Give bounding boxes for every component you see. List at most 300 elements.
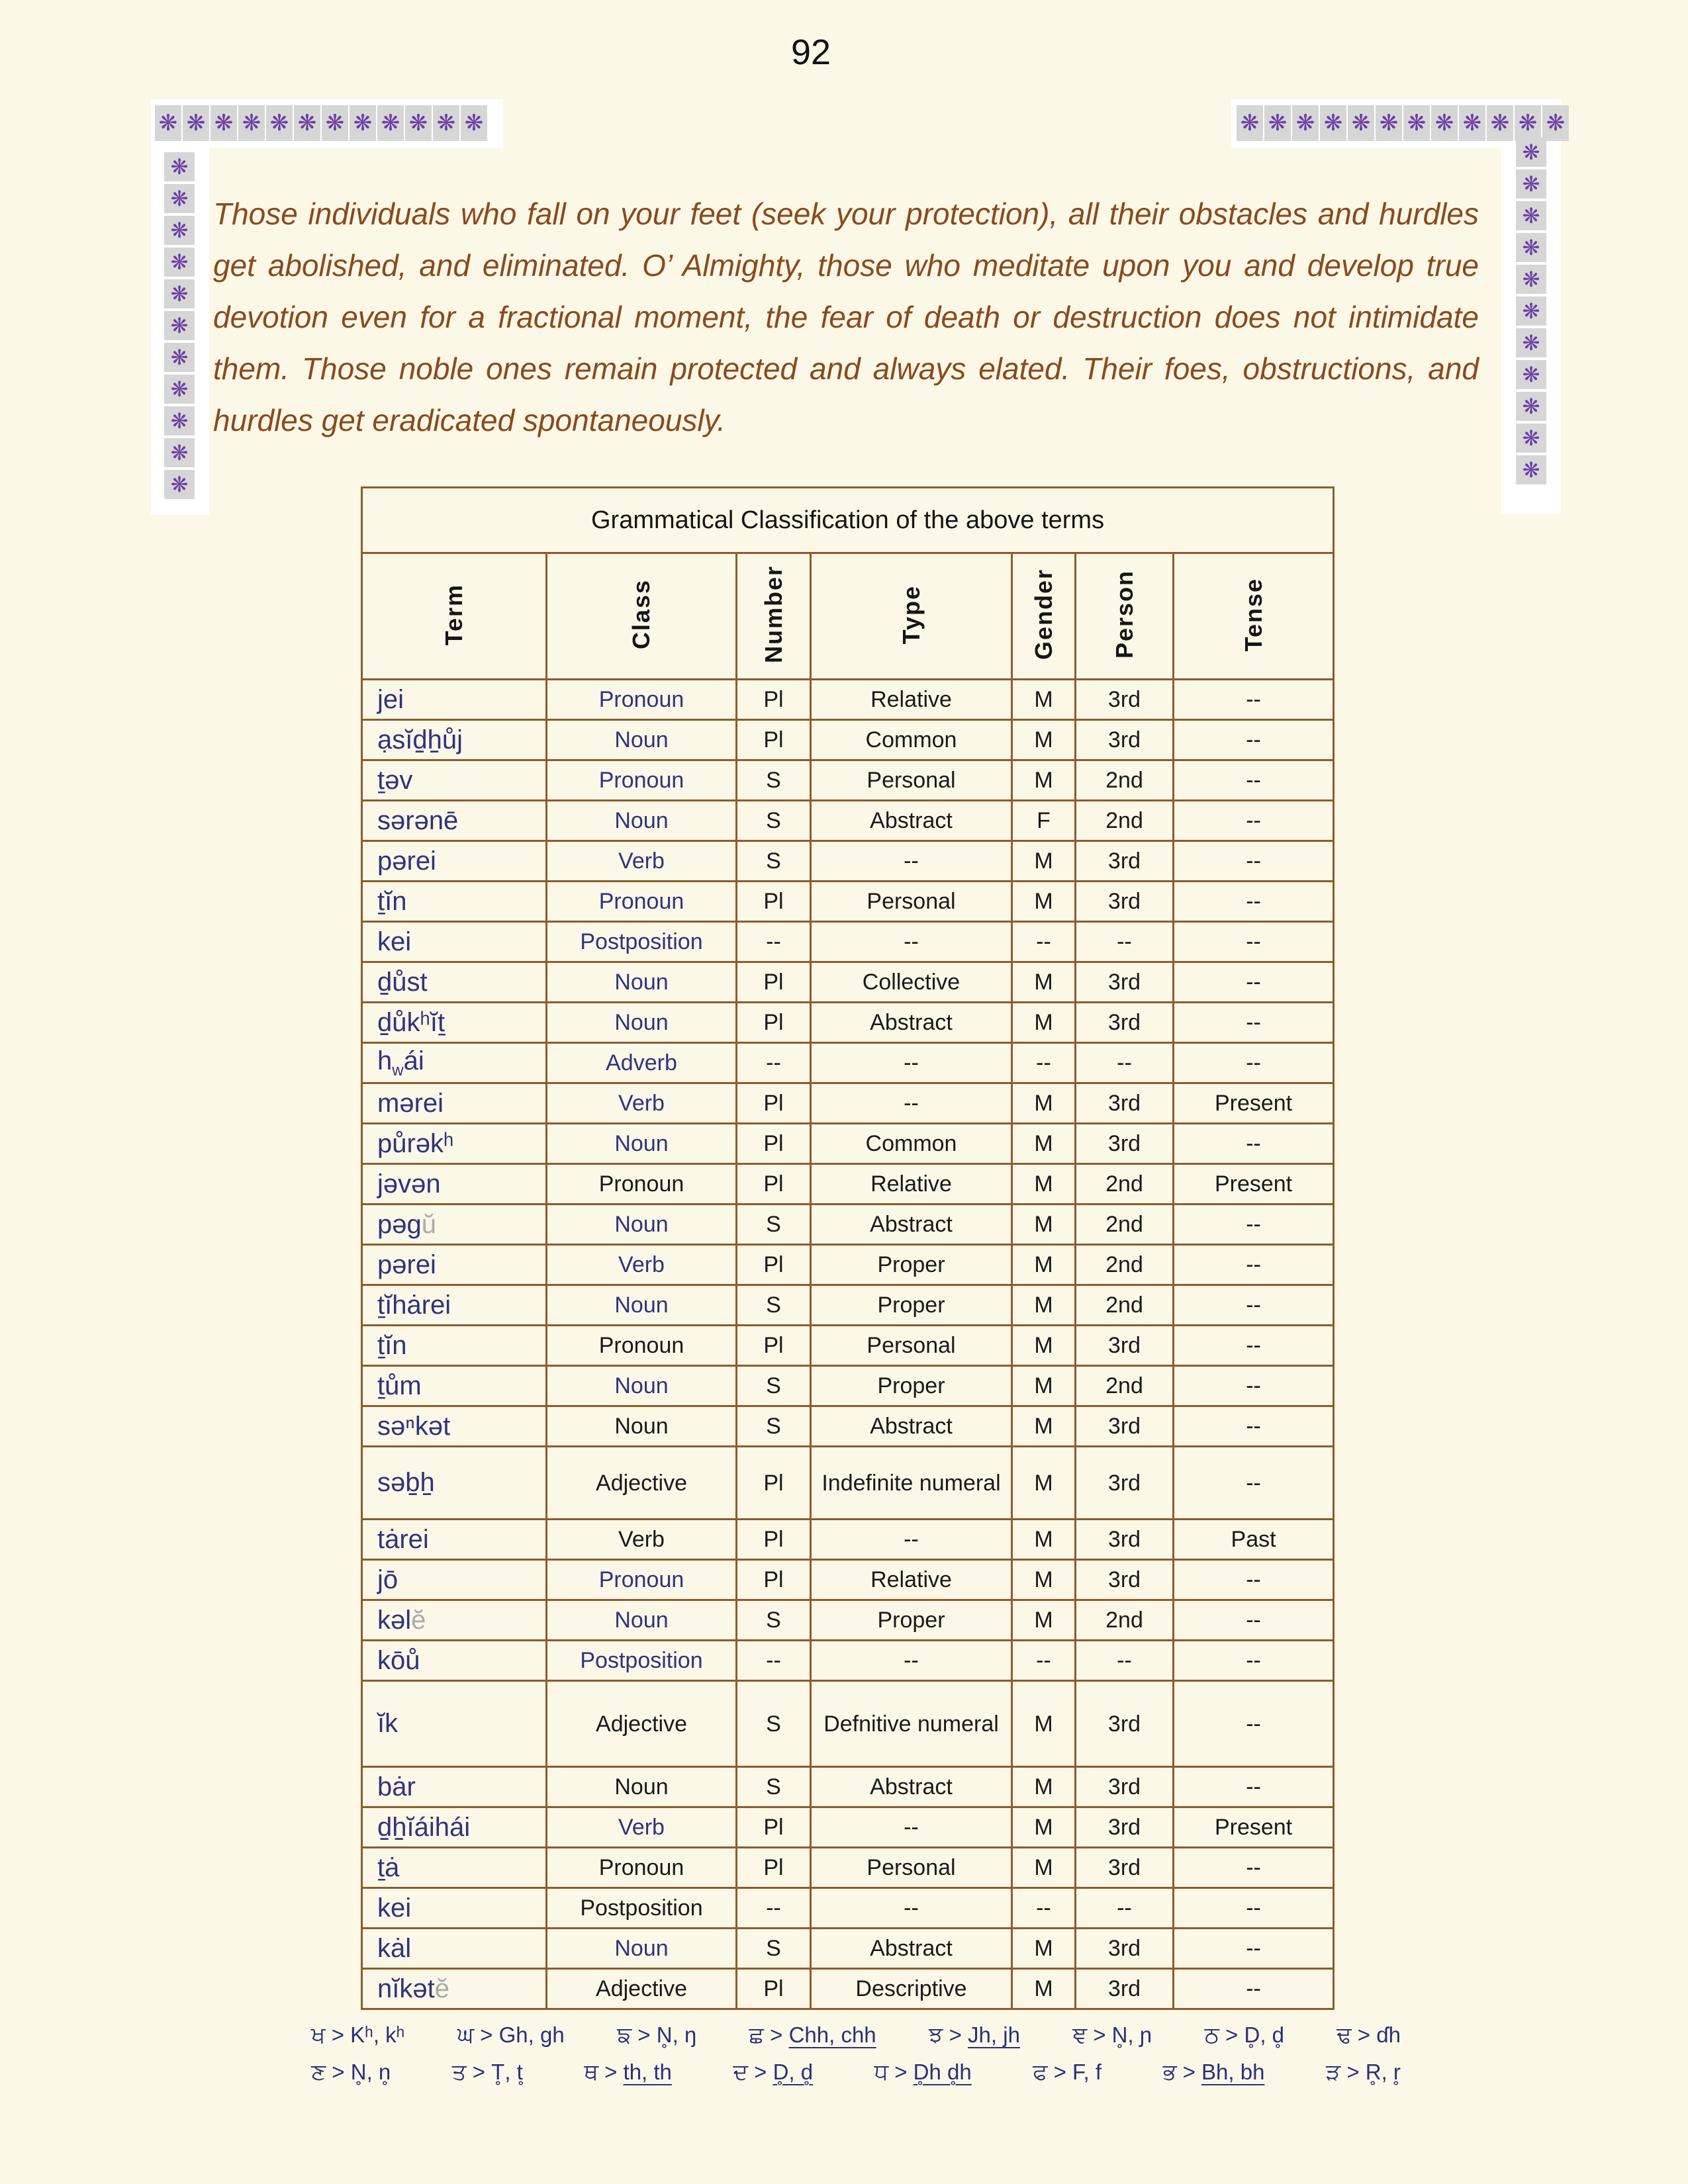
gurmukhi-letter: ਤ — [451, 2060, 467, 2085]
phonetic-key-item — [311, 2060, 391, 2085]
cell-gender: M — [1012, 1164, 1076, 1205]
cell-class: Verb — [547, 1083, 737, 1124]
latin-transliteration: D̥, d̥ — [1244, 2023, 1285, 2047]
cell-term: ĭk — [362, 1681, 547, 1767]
flower-icon: ❋ — [164, 279, 195, 308]
cell-term: půrəkʰ — [362, 1124, 547, 1164]
flower-icon: ❋ — [1516, 138, 1546, 167]
table-row — [362, 1003, 1334, 1043]
flower-icon: ❋ — [1516, 296, 1546, 326]
cell-person: 3rd — [1076, 680, 1174, 720]
cell-term: sərənē — [362, 801, 547, 841]
cell-term: kȧl — [362, 1929, 547, 1969]
phonetic-key-item — [457, 2023, 565, 2048]
flower-icon: ❋ — [1516, 455, 1546, 484]
cell-tense: -- — [1174, 882, 1334, 922]
flower-border-top-left — [155, 105, 487, 141]
flower-icon: ❋ — [322, 105, 348, 141]
latin-transliteration: Jh, jh — [968, 2023, 1020, 2047]
cell-type: Proper — [811, 1600, 1012, 1641]
cell-tense: -- — [1174, 1366, 1334, 1406]
cell-number: Pl — [737, 1083, 811, 1124]
flower-icon: ❋ — [1515, 105, 1541, 141]
cell-tense: -- — [1174, 1641, 1334, 1681]
cell-class: Noun — [547, 1366, 737, 1406]
phonetic-key-item — [1072, 2023, 1152, 2048]
cell-class: Postposition — [547, 922, 737, 962]
cell-person: 2nd — [1076, 1285, 1174, 1326]
latin-transliteration: N̥, ɲ — [1111, 2023, 1152, 2047]
cell-gender: M — [1012, 720, 1076, 760]
table-row — [362, 1641, 1334, 1681]
cell-class: Pronoun — [547, 760, 737, 801]
cell-person: 3rd — [1076, 1848, 1174, 1888]
column-header-term — [362, 553, 547, 680]
gurmukhi-letter: ਥ — [584, 2060, 598, 2085]
cell-class: Pronoun — [547, 1848, 737, 1888]
flower-icon: ❋ — [164, 406, 195, 435]
cell-term: ṯəv — [362, 760, 547, 801]
cell-tense: -- — [1174, 1326, 1334, 1366]
phonetic-key-line-1 — [311, 2023, 1401, 2048]
cell-number: S — [737, 1681, 811, 1767]
column-header-person — [1076, 553, 1174, 680]
cell-type: Relative — [811, 680, 1012, 720]
cell-type: Abstract — [811, 801, 1012, 841]
cell-type: Common — [811, 1124, 1012, 1164]
cell-tense: -- — [1174, 1285, 1334, 1326]
cell-gender: M — [1012, 1205, 1076, 1245]
cell-type: Relative — [811, 1560, 1012, 1600]
cell-number: S — [737, 760, 811, 801]
maps-to-symbol: > — [1087, 2023, 1112, 2047]
flower-icon: ❋ — [294, 105, 320, 141]
cell-number: S — [737, 1366, 811, 1406]
table-row — [362, 1326, 1334, 1366]
cell-tense: -- — [1174, 1205, 1334, 1245]
cell-gender: M — [1012, 1447, 1076, 1520]
cell-class: Verb — [547, 1245, 737, 1285]
table-row — [362, 1205, 1334, 1245]
flower-icon: ❋ — [1403, 105, 1430, 141]
cell-person: 3rd — [1076, 882, 1174, 922]
flower-icon: ❋ — [1516, 360, 1546, 389]
flower-icon: ❋ — [1292, 105, 1319, 141]
maps-to-symbol: > — [466, 2060, 492, 2084]
cell-class: Adjective — [547, 1447, 737, 1520]
cell-term: bȧr — [362, 1767, 547, 1807]
cell-tense: -- — [1174, 1929, 1334, 1969]
cell-gender: M — [1012, 1969, 1076, 2009]
cell-tense: -- — [1174, 801, 1334, 841]
cell-gender: -- — [1012, 1888, 1076, 1929]
flower-icon: ❋ — [164, 470, 195, 499]
latin-transliteration: N̥, ŋ — [656, 2023, 697, 2047]
gurmukhi-letter: ਞ — [1072, 2023, 1088, 2048]
column-header-tense — [1174, 553, 1334, 680]
cell-person: 3rd — [1076, 1447, 1174, 1520]
phonetic-key-item — [733, 2060, 813, 2085]
cell-gender: M — [1012, 1600, 1076, 1641]
cell-number: S — [737, 1929, 811, 1969]
cell-person: -- — [1076, 1043, 1174, 1083]
cell-number: Pl — [737, 1245, 811, 1285]
column-header-label: Number — [759, 565, 787, 664]
cell-type: Proper — [811, 1285, 1012, 1326]
flower-icon: ❋ — [1516, 201, 1546, 230]
cell-class: Adverb — [547, 1043, 737, 1083]
cell-number: Pl — [737, 1124, 811, 1164]
gurmukhi-letter: ਣ — [311, 2060, 326, 2085]
cell-person: 3rd — [1076, 1560, 1174, 1600]
table-row — [362, 1560, 1334, 1600]
flower-icon: ❋ — [1237, 105, 1263, 141]
cell-gender: M — [1012, 1681, 1076, 1767]
gurmukhi-letter: ਛ — [749, 2023, 764, 2048]
maps-to-symbol: > — [888, 2060, 914, 2084]
table-row — [362, 1520, 1334, 1560]
cell-gender: M — [1012, 1807, 1076, 1848]
flower-icon: ❋ — [1516, 265, 1546, 294]
cell-class: Verb — [547, 841, 737, 882]
cell-tense: -- — [1174, 1888, 1334, 1929]
cell-type: Collective — [811, 962, 1012, 1003]
cell-number: S — [737, 1406, 811, 1447]
cell-tense: Past — [1174, 1520, 1334, 1560]
cell-number: S — [737, 1767, 811, 1807]
table-row — [362, 1929, 1334, 1969]
cell-term: tȧrei — [362, 1520, 547, 1560]
cell-gender: M — [1012, 1124, 1076, 1164]
flower-border-left — [164, 152, 195, 499]
cell-class: Noun — [547, 801, 737, 841]
flower-icon: ❋ — [350, 105, 376, 141]
cell-tense: Present — [1174, 1164, 1334, 1205]
cell-term: jō — [362, 1560, 547, 1600]
latin-transliteration: F, f — [1072, 2060, 1102, 2084]
cell-tense: -- — [1174, 1003, 1334, 1043]
phonetic-key-item — [1163, 2060, 1265, 2085]
cell-term: ṯĭn — [362, 882, 547, 922]
cell-gender: -- — [1012, 1641, 1076, 1681]
table-row — [362, 1969, 1334, 2009]
cell-gender: M — [1012, 1767, 1076, 1807]
cell-person: 2nd — [1076, 801, 1174, 841]
flower-icon: ❋ — [1516, 169, 1546, 199]
phonetic-key-item — [929, 2023, 1020, 2048]
cell-number: S — [737, 1285, 811, 1326]
column-header-label: Person — [1110, 570, 1138, 659]
gurmukhi-letter: ੜ — [1325, 2060, 1341, 2085]
latin-transliteration: D̥, d̥ — [773, 2060, 814, 2084]
flower-border-right — [1516, 138, 1546, 484]
cell-tense: Present — [1174, 1083, 1334, 1124]
cell-tense: -- — [1174, 1681, 1334, 1767]
cell-type: Abstract — [811, 1003, 1012, 1043]
cell-tense: -- — [1174, 1600, 1334, 1641]
phonetic-key-item — [311, 2023, 404, 2048]
column-header-label: Tense — [1239, 577, 1267, 652]
latin-transliteration: Chh, chh — [788, 2023, 876, 2047]
cell-class: Noun — [547, 1929, 737, 1969]
flower-icon: ❋ — [238, 105, 265, 141]
phonetic-key-item — [1033, 2060, 1102, 2085]
cell-term: ṯĭhȧrei — [362, 1285, 547, 1326]
table-row — [362, 922, 1334, 962]
gurmukhi-letter: ਙ — [617, 2023, 632, 2048]
flower-icon: ❋ — [1487, 105, 1513, 141]
latin-transliteration: th, th — [623, 2060, 672, 2084]
table-body — [362, 680, 1334, 2009]
maps-to-symbol: > — [326, 2060, 351, 2084]
phonetic-key-item — [1205, 2023, 1284, 2048]
cell-person: 3rd — [1076, 1124, 1174, 1164]
phonetic-key-item — [749, 2023, 876, 2048]
flower-icon: ❋ — [266, 105, 293, 141]
column-header-label: Term — [440, 583, 467, 646]
cell-number: Pl — [737, 1560, 811, 1600]
cell-person: 3rd — [1076, 720, 1174, 760]
cell-type: Indefinite numeral — [811, 1447, 1012, 1520]
cell-number: -- — [737, 1043, 811, 1083]
latin-transliteration: Bh, bh — [1201, 2060, 1265, 2084]
cell-type: Abstract — [811, 1929, 1012, 1969]
grammatical-classification-table — [361, 486, 1335, 2010]
cell-term: ṯům — [362, 1366, 547, 1406]
flower-icon: ❋ — [377, 105, 404, 141]
cell-class: Postposition — [547, 1641, 737, 1681]
maps-to-symbol: > — [1176, 2060, 1202, 2084]
column-header-class — [547, 553, 737, 680]
maps-to-symbol: > — [1340, 2060, 1366, 2084]
latin-transliteration: Kʰ, kʰ — [350, 2023, 405, 2047]
cell-person: -- — [1076, 922, 1174, 962]
table-row — [362, 1245, 1334, 1285]
cell-tense: -- — [1174, 720, 1334, 760]
flower-border-top-right — [1237, 105, 1569, 141]
table-header-row — [362, 553, 1334, 680]
cell-number: Pl — [737, 1848, 811, 1888]
cell-class: Noun — [547, 1205, 737, 1245]
cell-class: Noun — [547, 1767, 737, 1807]
cell-type: -- — [811, 1083, 1012, 1124]
cell-class: Adjective — [547, 1969, 737, 2009]
cell-class: Adjective — [547, 1681, 737, 1767]
cell-gender: M — [1012, 1520, 1076, 1560]
cell-gender: M — [1012, 1003, 1076, 1043]
cell-person: 3rd — [1076, 1767, 1174, 1807]
gurmukhi-letter: ਢ — [1336, 2023, 1352, 2048]
cell-tense: -- — [1174, 1245, 1334, 1285]
cell-type: Personal — [811, 1848, 1012, 1888]
cell-type: Abstract — [811, 1767, 1012, 1807]
cell-term: d̠ůkʰĭṯ — [362, 1003, 547, 1043]
cell-term: nĭkətĕ — [362, 1969, 547, 2009]
cell-type: Proper — [811, 1245, 1012, 1285]
flower-icon: ❋ — [164, 184, 195, 213]
cell-type: Personal — [811, 760, 1012, 801]
cell-number: Pl — [737, 1164, 811, 1205]
table-row — [362, 1848, 1334, 1888]
cell-tense: -- — [1174, 1767, 1334, 1807]
table-row — [362, 1366, 1334, 1406]
cell-type: Common — [811, 720, 1012, 760]
cell-term: mərei — [362, 1083, 547, 1124]
cell-term: d̠h̠ĭáihái — [362, 1807, 547, 1848]
gurmukhi-letter: ਫ — [1033, 2060, 1048, 2085]
cell-term: səb̠h̠ — [362, 1447, 547, 1520]
cell-gender: M — [1012, 1848, 1076, 1888]
table-row — [362, 1447, 1334, 1520]
maps-to-symbol: > — [943, 2023, 968, 2047]
column-header-number — [737, 553, 811, 680]
cell-tense: -- — [1174, 1969, 1334, 2009]
cell-type: -- — [811, 1520, 1012, 1560]
page-number: 92 — [790, 32, 831, 72]
translation-paragraph: Those individuals who fall on your feet (seek your protection), all their obstacles and hurdles get abolished, and eliminated. O’ Almighty, those who meditate upon you and develop true devotion even for a fractional moment, the fear of death or destruction does not intimidate them. Those noble ones remain protected and always elated. Their foes, obstructions, and hurdles get eradicated spontaneously. — [213, 197, 1479, 437]
cell-person: 3rd — [1076, 1929, 1174, 1969]
flower-icon: ❋ — [1459, 105, 1485, 141]
cell-person: 3rd — [1076, 1681, 1174, 1767]
cell-tense: -- — [1174, 1043, 1334, 1083]
flower-icon: ❋ — [405, 105, 432, 141]
latin-transliteration: T̥, t̥ — [491, 2060, 523, 2084]
cell-type: Abstract — [811, 1406, 1012, 1447]
gurmukhi-letter: ਭ — [1162, 2060, 1177, 2085]
cell-type: Personal — [811, 1326, 1012, 1366]
flower-icon: ❋ — [164, 375, 195, 404]
cell-class: Pronoun — [547, 1326, 737, 1366]
cell-person: 2nd — [1076, 1245, 1174, 1285]
table-row — [362, 1083, 1334, 1124]
cell-number: Pl — [737, 1969, 811, 2009]
column-header-label: Gender — [1029, 569, 1057, 660]
cell-class: Noun — [547, 1406, 737, 1447]
table-row — [362, 720, 1334, 760]
cell-gender: M — [1012, 841, 1076, 882]
cell-class: Noun — [547, 1285, 737, 1326]
table-row — [362, 1164, 1334, 1205]
cell-class: Pronoun — [547, 1164, 737, 1205]
cell-tense: -- — [1174, 680, 1334, 720]
cell-gender: M — [1012, 1929, 1076, 1969]
cell-tense: -- — [1174, 1124, 1334, 1164]
flower-icon: ❋ — [1264, 105, 1291, 141]
cell-gender: M — [1012, 1406, 1076, 1447]
cell-number: -- — [737, 1888, 811, 1929]
flower-icon: ❋ — [1516, 328, 1546, 357]
cell-type: Relative — [811, 1164, 1012, 1205]
cell-gender: M — [1012, 1245, 1076, 1285]
flower-icon: ❋ — [461, 105, 487, 141]
flower-icon: ❋ — [164, 438, 195, 467]
cell-class: Noun — [547, 1124, 737, 1164]
table-row — [362, 1600, 1334, 1641]
table-row — [362, 1888, 1334, 1929]
cell-person: 2nd — [1076, 760, 1174, 801]
phonetic-key-item — [452, 2060, 523, 2085]
cell-person: 3rd — [1076, 962, 1174, 1003]
cell-type: -- — [811, 1888, 1012, 1929]
cell-tense: -- — [1174, 962, 1334, 1003]
cell-term: ạsĭd̠h̠ůj — [362, 720, 547, 760]
cell-gender: M — [1012, 1560, 1076, 1600]
cell-tense: -- — [1174, 1560, 1334, 1600]
cell-gender: -- — [1012, 922, 1076, 962]
flower-icon: ❋ — [164, 311, 195, 340]
cell-class: Noun — [547, 1600, 737, 1641]
cell-gender: M — [1012, 1083, 1076, 1124]
cell-term: ṯȧ — [362, 1848, 547, 1888]
cell-number: Pl — [737, 1520, 811, 1560]
cell-class: Verb — [547, 1807, 737, 1848]
latin-transliteration: N̥, n̥ — [350, 2060, 391, 2084]
cell-term: d̠ůst — [362, 962, 547, 1003]
cell-tense: -- — [1174, 1848, 1334, 1888]
gurmukhi-letter: ਦ — [733, 2060, 748, 2085]
cell-type: Descriptive — [811, 1969, 1012, 2009]
phonetic-key-item — [1336, 2023, 1401, 2048]
cell-person: 2nd — [1076, 1366, 1174, 1406]
table-row — [362, 1767, 1334, 1807]
gurmukhi-letter: ਠ — [1204, 2023, 1219, 2048]
cell-person: 3rd — [1076, 1083, 1174, 1124]
cell-number: S — [737, 1205, 811, 1245]
maps-to-symbol: > — [747, 2060, 773, 2084]
cell-gender: M — [1012, 760, 1076, 801]
cell-class: Noun — [547, 962, 737, 1003]
cell-gender: M — [1012, 680, 1076, 720]
column-header-label: Type — [897, 584, 925, 645]
gurmukhi-letter: ਖ — [311, 2023, 326, 2048]
cell-person: 3rd — [1076, 841, 1174, 882]
table-title-row — [362, 488, 1334, 553]
flower-icon: ❋ — [1431, 105, 1458, 141]
cell-class: Pronoun — [547, 680, 737, 720]
flower-icon: ❋ — [1348, 105, 1374, 141]
cell-person: 2nd — [1076, 1164, 1174, 1205]
cell-person: 3rd — [1076, 1406, 1174, 1447]
cell-term: kei — [362, 1888, 547, 1929]
cell-type: -- — [811, 1043, 1012, 1083]
cell-class: Postposition — [547, 1888, 737, 1929]
table-title: Grammatical Classification of the above terms — [362, 488, 1334, 553]
latin-transliteration: R̥, r̥ — [1365, 2060, 1401, 2084]
maps-to-symbol: > — [1351, 2023, 1377, 2047]
cell-term: kōů — [362, 1641, 547, 1681]
flower-icon: ❋ — [164, 216, 195, 245]
phonetic-key-line-2 — [311, 2060, 1401, 2085]
cell-type: Proper — [811, 1366, 1012, 1406]
cell-person: 2nd — [1076, 1600, 1174, 1641]
column-header-label: Class — [628, 579, 655, 650]
flower-icon: ❋ — [1516, 392, 1546, 421]
cell-term: jei — [362, 680, 547, 720]
maps-to-symbol: > — [632, 2023, 657, 2047]
cell-term: jəvən — [362, 1164, 547, 1205]
table-row — [362, 1406, 1334, 1447]
cell-class: Pronoun — [547, 882, 737, 922]
gurmukhi-letter: ਝ — [929, 2023, 943, 2048]
table-row — [362, 680, 1334, 720]
cell-type: -- — [811, 1641, 1012, 1681]
column-header-type — [811, 553, 1012, 680]
cell-number: Pl — [737, 1447, 811, 1520]
column-header-gender — [1012, 553, 1076, 680]
cell-type: Abstract — [811, 1205, 1012, 1245]
cell-term: pərei — [362, 1245, 547, 1285]
cell-gender: M — [1012, 1366, 1076, 1406]
